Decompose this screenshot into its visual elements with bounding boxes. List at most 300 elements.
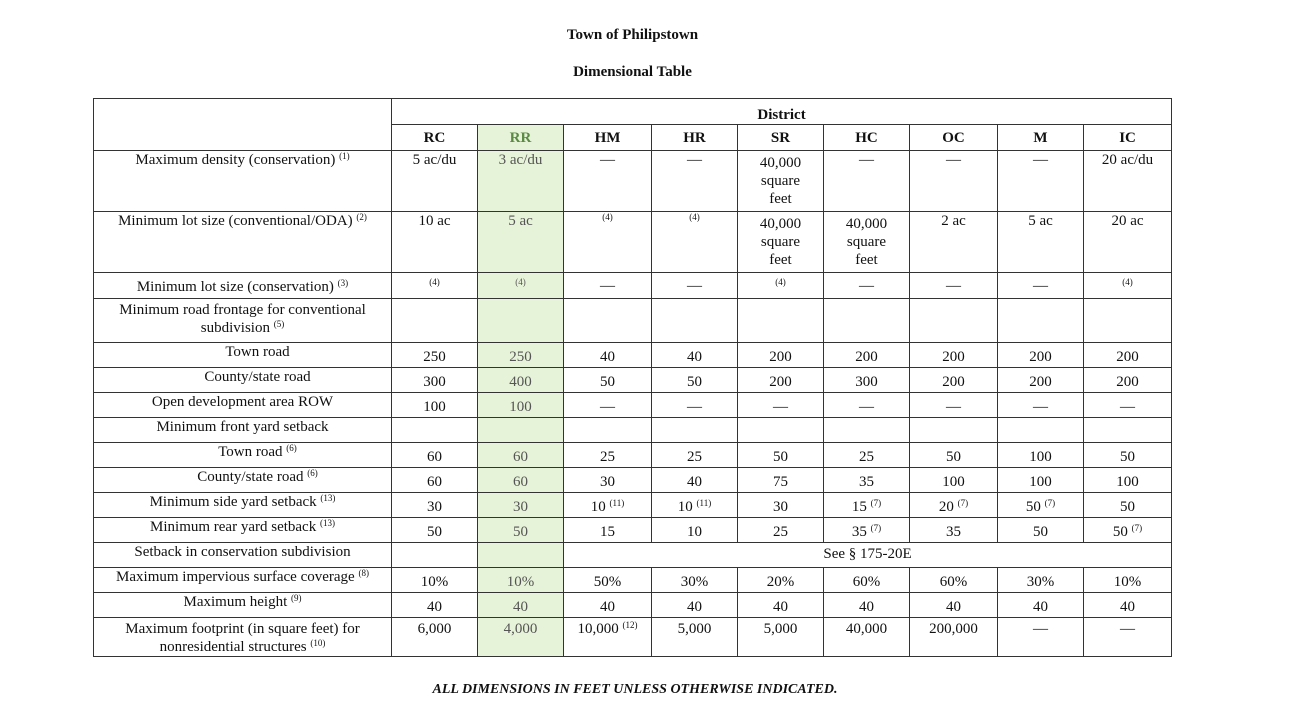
footnote-marker: (9) [291, 593, 302, 603]
cell-sr [738, 468, 824, 493]
cell-value: 60% [939, 574, 968, 590]
cell-sr [738, 518, 824, 543]
cell-hc [824, 518, 910, 543]
column-header-row [94, 125, 1172, 151]
cell-hm [564, 212, 652, 273]
cell-rr [478, 343, 564, 368]
cell-ic [1084, 299, 1172, 343]
footnote-marker: (12) [622, 620, 638, 630]
cell-rc [392, 593, 478, 618]
cell-value: 40 [513, 599, 528, 615]
cell-value: 30% [1026, 574, 1055, 590]
cell-hm [564, 343, 652, 368]
cell-value: 5 ac [508, 213, 533, 229]
cell-value: 50 [1033, 524, 1048, 540]
cell-value: 5,000 [677, 621, 712, 637]
cell-value: — [687, 152, 702, 168]
corner-cell-lower [94, 125, 392, 151]
cell-value: 5 ac/du [412, 152, 457, 168]
cell-hr [652, 418, 738, 443]
cell-m [998, 518, 1084, 543]
cell-rc [392, 493, 478, 518]
cell-rc [392, 393, 478, 418]
cell-hm [564, 151, 652, 212]
cell-sr [738, 568, 824, 593]
row-label [94, 543, 392, 568]
cell-value: 20 [938, 499, 954, 515]
row-label-text: Town road [218, 444, 283, 460]
cell-value: 50 [687, 374, 702, 390]
cell-value: 40 [687, 599, 702, 615]
cell-oc [910, 343, 998, 368]
cell-sr [738, 151, 824, 212]
cell-hr [652, 273, 738, 299]
column-header-hc: HC [824, 125, 910, 151]
row-label-text: Minimum road frontage for conventional subdivision [119, 302, 366, 336]
cell-oc [910, 393, 998, 418]
cell-value: 30% [680, 574, 709, 590]
cell-value: 100 [423, 399, 446, 415]
cell-hm [564, 518, 652, 543]
table-row [94, 618, 1172, 657]
table-row [94, 443, 1172, 468]
cell-value: 60% [852, 574, 881, 590]
cell-value: 40 [427, 599, 442, 615]
row-label-text: Maximum footprint (in square feet) for nonresidential structures [125, 621, 360, 655]
cell-hc [824, 273, 910, 299]
cell-value: — [859, 152, 874, 168]
cell-value: 6,000 [417, 621, 452, 637]
table-row [94, 343, 1172, 368]
cell-rc [392, 543, 478, 568]
cell-oc [910, 368, 998, 393]
cell-hm [564, 568, 652, 593]
cell-rr [478, 568, 564, 593]
cell-hc [824, 618, 910, 657]
table-row [94, 493, 1172, 518]
cell-oc [910, 418, 998, 443]
cell-hm [564, 299, 652, 343]
cell-value: 10 [677, 499, 693, 515]
row-label [94, 468, 392, 493]
row-label [94, 593, 392, 618]
cell-m [998, 468, 1084, 493]
cell-hm [564, 593, 652, 618]
page-subtitle: Dimensional Table [573, 64, 692, 80]
cell-m [998, 443, 1084, 468]
row-label-text: Minimum lot size (conventional/ODA) [118, 213, 353, 229]
cell-value: 40 [859, 599, 874, 615]
cell-rr [478, 443, 564, 468]
cell-value: 200 [1116, 374, 1139, 390]
cell-value: — [859, 399, 874, 415]
cell-hr [652, 393, 738, 418]
row-label-text: Minimum rear yard setback [150, 519, 317, 535]
cell-value: 50 [773, 449, 788, 465]
footnote-marker: (3) [337, 278, 349, 288]
cell-rr [478, 543, 564, 568]
cell-ic [1084, 212, 1172, 273]
footnote-marker: (4) [689, 212, 700, 222]
cell-sr [738, 418, 824, 443]
cell-ic [1084, 343, 1172, 368]
cell-hc [824, 343, 910, 368]
cell-rr [478, 212, 564, 273]
row-label-text: Maximum density (conservation) [135, 152, 336, 168]
footnote-marker: (4) [602, 212, 613, 222]
table-row [94, 393, 1172, 418]
cell-sr [738, 212, 824, 273]
cell-value: 60 [513, 474, 528, 490]
table-body [94, 151, 1172, 657]
cell-rr [478, 493, 564, 518]
cell-rc [392, 468, 478, 493]
table-row [94, 518, 1172, 543]
cell-value: — [1033, 399, 1048, 415]
row-label [94, 518, 392, 543]
row-label [94, 151, 392, 212]
cell-rr [478, 368, 564, 393]
cell-value: 30 [773, 499, 788, 515]
cell-rr [478, 593, 564, 618]
cell-value: 20% [766, 574, 795, 590]
cell-rr [478, 618, 564, 657]
cell-ic [1084, 618, 1172, 657]
row-label [94, 443, 392, 468]
cell-hr [652, 518, 738, 543]
cell-ic [1084, 568, 1172, 593]
cell-value: — [687, 399, 702, 415]
cell-value: 40,000 square feet [845, 216, 888, 268]
column-header-hm: HM [564, 125, 652, 151]
row-label-text: Maximum impervious surface coverage [116, 569, 355, 585]
dimensional-table [93, 98, 1172, 657]
cell-value: 60 [427, 449, 442, 465]
cell-value: 15 [851, 499, 867, 515]
cell-value: — [1033, 621, 1048, 637]
cell-value: 35 [946, 524, 961, 540]
cell-oc [910, 212, 998, 273]
cell-value: 50 [427, 524, 442, 540]
cell-value: 40 [773, 599, 788, 615]
cell-value: 40 [1033, 599, 1048, 615]
cell-sr [738, 493, 824, 518]
row-label [94, 568, 392, 593]
cell-hr [652, 212, 738, 273]
cell-ic [1084, 593, 1172, 618]
footnote-marker: (13) [320, 493, 336, 503]
cell-value: 25 [600, 449, 615, 465]
cell-oc [910, 568, 998, 593]
cell-hc [824, 418, 910, 443]
cell-oc [910, 518, 998, 543]
cell-value: 4,000 [503, 621, 538, 637]
cell-hc [824, 568, 910, 593]
footer-note: ALL DIMENSIONS IN FEET UNLESS OTHERWISE INDICATED. [432, 682, 838, 697]
cell-value: — [946, 399, 961, 415]
cell-value: 250 [509, 349, 532, 365]
cell-rr [478, 418, 564, 443]
cell-value: 40 [687, 474, 702, 490]
cell-value: 40,000 square feet [759, 216, 802, 268]
cell-hr [652, 299, 738, 343]
cell-value: — [687, 278, 702, 294]
cell-value: 25 [773, 524, 788, 540]
cell-rr [478, 468, 564, 493]
cell-ic [1084, 368, 1172, 393]
column-header-oc: OC [910, 125, 998, 151]
cell-value: 10 [590, 499, 606, 515]
cell-rc [392, 618, 478, 657]
footnote-marker: (4) [429, 277, 440, 287]
cell-rc [392, 368, 478, 393]
column-header-m: M [998, 125, 1084, 151]
cell-value: 50 [1120, 449, 1136, 465]
cell-value: — [946, 278, 961, 294]
cell-rr [478, 518, 564, 543]
cell-hm [564, 468, 652, 493]
cell-hm [564, 393, 652, 418]
cell-hr [652, 618, 738, 657]
cell-oc [910, 299, 998, 343]
cell-hm [564, 273, 652, 299]
cell-value: — [859, 278, 874, 294]
cell-ic [1084, 393, 1172, 418]
cell-value: — [946, 152, 961, 168]
cell-sr [738, 343, 824, 368]
cell-hc [824, 493, 910, 518]
cell-m [998, 393, 1084, 418]
row-label-text: County/state road [204, 369, 311, 385]
cell-rr [478, 151, 564, 212]
table-row [94, 543, 1172, 568]
cell-value: — [600, 278, 615, 294]
table-row [94, 368, 1172, 393]
row-label [94, 273, 392, 299]
cell-value: 10% [1113, 574, 1142, 590]
footnote-marker: (6) [307, 468, 318, 478]
district-label: District [392, 99, 1172, 125]
cell-value: 40 [946, 599, 961, 615]
cell-m [998, 568, 1084, 593]
cell-value: 10 ac [418, 213, 451, 229]
cell-value: 35 [859, 474, 874, 490]
row-label [94, 418, 392, 443]
cell-rc [392, 299, 478, 343]
cell-sr [738, 618, 824, 657]
row-label [94, 493, 392, 518]
footnote-marker: (2) [356, 212, 367, 222]
cell-value: 200 [769, 374, 792, 390]
cell-oc [910, 273, 998, 299]
cell-value: — [1033, 152, 1048, 168]
cell-m [998, 212, 1084, 273]
cell-value: 250 [423, 349, 446, 365]
cell-value: 15 [600, 524, 615, 540]
cell-value: 10 [687, 524, 702, 540]
cell-m [998, 618, 1084, 657]
cell-sr [738, 368, 824, 393]
footnote-marker: (7) [1131, 523, 1143, 533]
column-header-rr: RR [478, 125, 564, 151]
cell-value: 10,000 [577, 621, 619, 637]
cell-value: 10% [420, 574, 449, 590]
cell-value: 35 [851, 524, 867, 540]
cell-value: 2 ac [941, 213, 966, 229]
footnote-marker: (8) [358, 568, 369, 578]
cell-m [998, 151, 1084, 212]
cell-value: 100 [1116, 474, 1139, 490]
cell-hr [652, 151, 738, 212]
cell-hc [824, 212, 910, 273]
cell-value: 100 [1029, 449, 1052, 465]
cell-oc [910, 151, 998, 212]
cell-rc [392, 212, 478, 273]
table-row [94, 418, 1172, 443]
footnote-marker: (4) [1122, 277, 1133, 287]
cell-hm [564, 493, 652, 518]
column-header-rc: RC [392, 125, 478, 151]
cell-ic [1084, 493, 1172, 518]
cell-rc [392, 518, 478, 543]
cell-hc [824, 368, 910, 393]
cell-hr [652, 593, 738, 618]
cell-value: 200 [769, 349, 792, 365]
footnote-marker: (1) [339, 151, 350, 161]
cell-value: 200 [942, 349, 965, 365]
row-label [94, 618, 392, 657]
cell-value: — [1120, 399, 1136, 415]
row-label [94, 212, 392, 273]
cell-value: 20 ac [1111, 213, 1144, 229]
cell-value: 5 ac [1028, 213, 1053, 229]
cell-value: — [1120, 621, 1136, 637]
cell-value: 300 [423, 374, 446, 390]
cell-oc [910, 493, 998, 518]
cell-value: 50 [513, 524, 528, 540]
cell-hc [824, 468, 910, 493]
footnote-marker: (10) [310, 638, 326, 648]
footnote-marker: (7) [870, 498, 882, 508]
cell-hc [824, 443, 910, 468]
cell-rr [478, 273, 564, 299]
cell-value: 30 [427, 499, 442, 515]
cell-sr [738, 443, 824, 468]
cell-rc [392, 418, 478, 443]
cell-rr [478, 393, 564, 418]
row-label [94, 393, 392, 418]
cell-value: 200 [1116, 349, 1139, 365]
cell-value: — [600, 399, 615, 415]
cell-hc [824, 151, 910, 212]
cell-value: 5,000 [763, 621, 798, 637]
cell-oc [910, 618, 998, 657]
footnote-marker: (11) [609, 498, 625, 508]
cell-oc [910, 593, 998, 618]
row-label-text: Town road [225, 344, 290, 360]
cell-hr [652, 343, 738, 368]
cell-value: 100 [1029, 474, 1052, 490]
cell-value: 75 [773, 474, 788, 490]
cell-oc [910, 468, 998, 493]
cell-ic [1084, 273, 1172, 299]
cell-value: 40 [600, 599, 615, 615]
column-header-sr: SR [738, 125, 824, 151]
cell-hr [652, 568, 738, 593]
cell-hr [652, 443, 738, 468]
cell-value: 400 [509, 374, 532, 390]
cell-rc [392, 443, 478, 468]
cell-value: 40,000 [845, 621, 888, 637]
table-row [94, 568, 1172, 593]
cell-value: 50 [946, 449, 961, 465]
cell-value: 50 [1025, 499, 1041, 515]
cell-value: 50 [1112, 524, 1128, 540]
row-label [94, 299, 392, 343]
cell-value: 50 [600, 374, 615, 390]
footnote-marker: (6) [286, 443, 297, 453]
cell-hr [652, 493, 738, 518]
row-label-text: Minimum front yard setback [156, 419, 329, 435]
cell-value: 40 [600, 349, 615, 365]
cell-value: 3 ac/du [498, 152, 543, 168]
row-label-text: Minimum lot size (conservation) [136, 279, 334, 295]
cell-hc [824, 393, 910, 418]
cell-m [998, 343, 1084, 368]
cell-ic [1084, 418, 1172, 443]
cell-rc [392, 151, 478, 212]
cell-ic [1084, 443, 1172, 468]
cell-sr [738, 273, 824, 299]
cell-hc [824, 299, 910, 343]
row-label-text: Setback in conservation subdivision [134, 544, 351, 560]
cell-m [998, 368, 1084, 393]
cell-m [998, 299, 1084, 343]
table-row [94, 212, 1172, 273]
cell-value: 60 [513, 449, 528, 465]
footnote-marker: (7) [870, 523, 882, 533]
cell-value: 40 [687, 349, 702, 365]
cell-rc [392, 568, 478, 593]
cell-value: 50 [1120, 499, 1136, 515]
cell-value: 40,000 square feet [759, 155, 802, 207]
cell-m [998, 273, 1084, 299]
footnote-marker: (7) [1044, 498, 1056, 508]
footnote-marker: (7) [957, 498, 969, 508]
cell-hm [564, 368, 652, 393]
row-label-text: Maximum height [183, 594, 288, 610]
cell-hm [564, 418, 652, 443]
table-row [94, 299, 1172, 343]
cell-sr [738, 393, 824, 418]
cell-m [998, 493, 1084, 518]
table-row [94, 151, 1172, 212]
cell-ic [1084, 518, 1172, 543]
cell-value: 50% [593, 574, 622, 590]
cell-value: 30 [600, 474, 615, 490]
row-label [94, 343, 392, 368]
cell-value: 200 [1029, 349, 1052, 365]
cell-value: 40 [1120, 599, 1136, 615]
cell-value: 10% [506, 574, 535, 590]
cell-oc [910, 443, 998, 468]
cell-sr [738, 299, 824, 343]
spanning-note-cell: See § 175-20E [564, 543, 1172, 568]
cell-value: 200 [942, 374, 965, 390]
corner-cell [94, 99, 392, 125]
column-header-hr: HR [652, 125, 738, 151]
footnote-marker: (5) [273, 319, 285, 329]
